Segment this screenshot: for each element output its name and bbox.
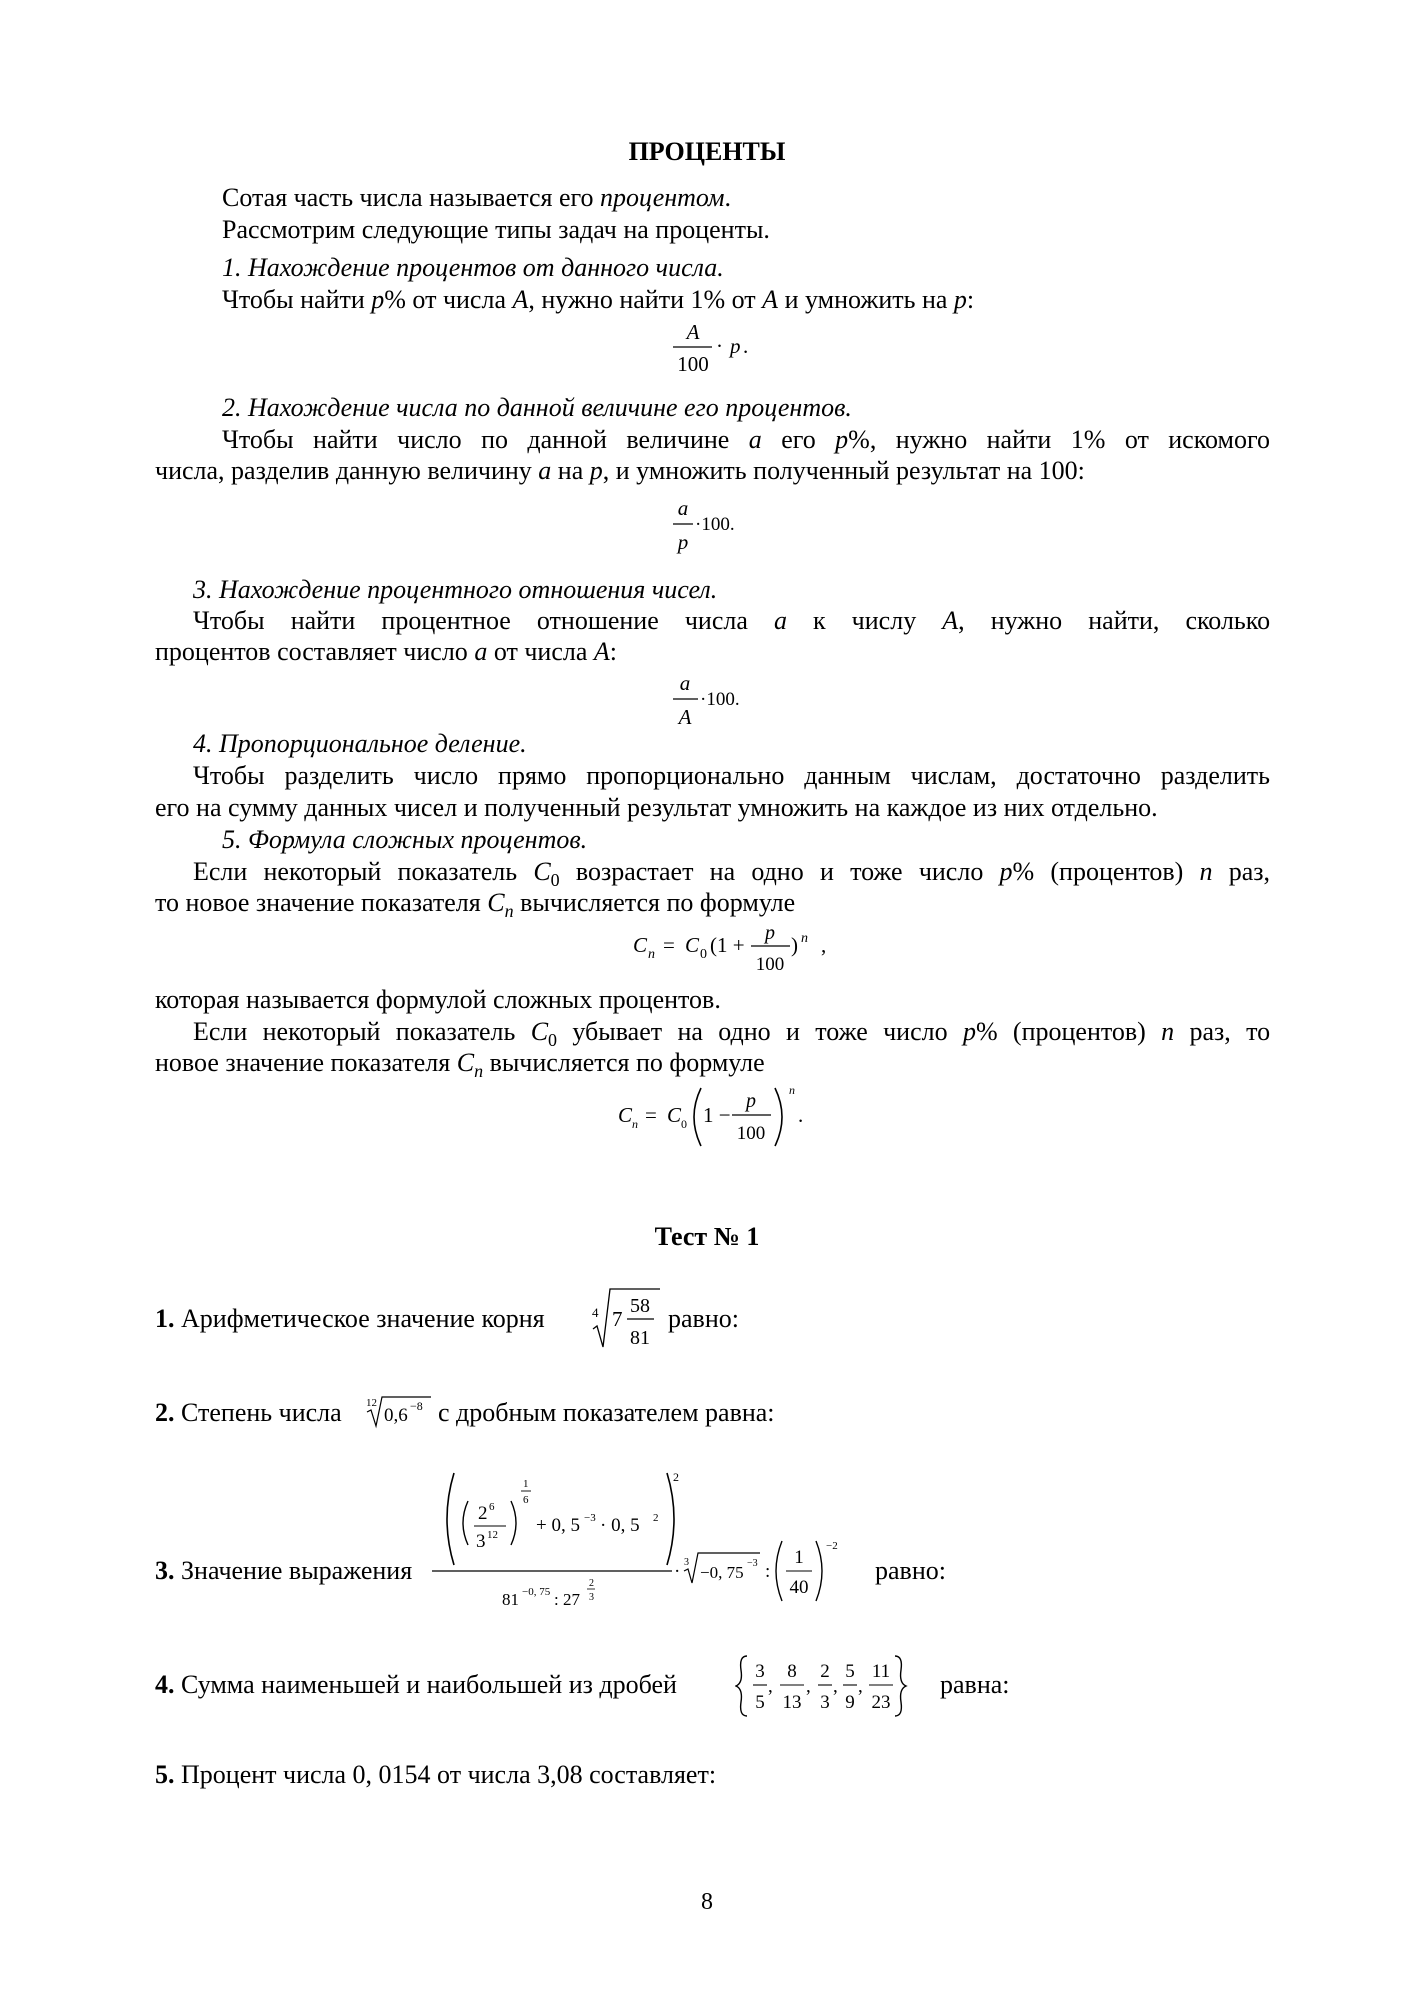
svg-text:3: 3: [755, 1661, 765, 1682]
formula-num: A: [686, 320, 700, 344]
svg-text:2: 2: [478, 1503, 488, 1524]
section-5-increase-line-1: Если некоторый показатель $C_0$ возрастает на одно и тоже число p% (процентов) n раз,: [193, 857, 1271, 891]
q4-fraction-set: [735, 1650, 935, 1722]
left-paren: [694, 1088, 701, 1146]
section-3-heading: 3. Нахождение процентного отношения чисел.: [193, 575, 718, 604]
svg-text:n: n: [801, 931, 808, 946]
svg-text:12: 12: [366, 1397, 377, 1409]
svg-text:40: 40: [789, 1577, 809, 1598]
question-2-after: с дробным показателем равна:: [438, 1398, 775, 1427]
svg-text:−3: −3: [584, 1512, 596, 1524]
svg-text:C: C: [685, 933, 700, 957]
svg-text:6: 6: [523, 1494, 529, 1506]
q1-root-expression: [590, 1285, 670, 1357]
svg-text::: :: [765, 1561, 771, 1582]
test-title: Тест № 1: [654, 1222, 760, 1251]
section-5-heading: 5. Формула сложных процентов.: [222, 825, 588, 854]
svg-text:.: .: [798, 1103, 804, 1127]
svg-text:−2: −2: [826, 1540, 838, 1552]
svg-text:n: n: [789, 1083, 795, 1097]
svg-text:·100.: ·100.: [700, 689, 740, 710]
svg-text:2: 2: [673, 1470, 679, 1484]
question-5: 5. Процент числа 0, 0154 от числа 3,08 составляет:: [155, 1760, 717, 1789]
svg-text:n: n: [632, 1117, 638, 1131]
svg-text:=: =: [645, 1103, 657, 1127]
question-4: 4. Сумма наименьшей и наибольшей из дробей: [155, 1670, 677, 1699]
svg-text:,: ,: [821, 933, 827, 957]
svg-text:13: 13: [782, 1692, 802, 1713]
section-5-decrease-line-2: новое значение показателя $C_n$ вычисляется по формуле: [155, 1048, 765, 1082]
svg-text:23: 23: [871, 1692, 891, 1713]
svg-text:·: ·: [716, 334, 723, 358]
q2-root-expression: [365, 1392, 435, 1432]
section-2-line-1: Чтобы найти число по данной величине a его p%, нужно найти 1% от искомого: [222, 425, 1271, 454]
svg-text:): ): [791, 933, 798, 957]
svg-text:,: ,: [768, 1676, 773, 1697]
section-5-increase-line-2: то новое значение показателя $C_n$ вычисляется по формуле: [155, 888, 796, 922]
section-3-line-1: Чтобы найти процентное отношение числа a к числу A, нужно найти, сколько: [193, 606, 1271, 635]
formula-percent-ratio: [665, 668, 775, 734]
svg-text:−0, 75: −0, 75: [700, 1563, 744, 1582]
question-2: 2. Степень числа: [155, 1398, 342, 1427]
section-4-line-1: Чтобы разделить число прямо пропорционально данным числам, достаточно разделить: [193, 761, 1270, 790]
svg-text:12: 12: [487, 1529, 498, 1541]
svg-text:81: 81: [630, 1327, 650, 1349]
svg-text:1: 1: [523, 1478, 529, 1490]
svg-text:3: 3: [589, 1592, 594, 1603]
svg-text:81: 81: [502, 1590, 519, 1609]
section-1-rule: Чтобы найти p% от числа A, нужно найти 1% от A и умножить на p:: [222, 285, 975, 314]
svg-text:4: 4: [592, 1305, 599, 1320]
svg-text:C: C: [667, 1103, 682, 1127]
svg-text:3: 3: [476, 1531, 486, 1552]
definition-term: процентом: [600, 183, 725, 212]
svg-text:100: 100: [755, 954, 785, 975]
svg-text:1 −: 1 −: [703, 1103, 731, 1127]
svg-text:7: 7: [612, 1307, 623, 1331]
svg-text:2: 2: [589, 1578, 594, 1589]
right-brace: [895, 1656, 906, 1716]
svg-text:p: p: [746, 1090, 756, 1112]
svg-text:,: ,: [833, 1676, 838, 1697]
section-1-heading: 1. Нахождение процентов от данного числа.: [222, 253, 724, 282]
svg-text:100: 100: [736, 1123, 766, 1144]
svg-text:.: .: [743, 334, 749, 358]
svg-text:8: 8: [787, 1661, 797, 1682]
svg-text:0,6: 0,6: [384, 1405, 408, 1426]
section-4-line-2: его на сумму данных чисел и полученный результат умножить на каждое из них отдельно.: [155, 793, 1158, 822]
svg-text:=: =: [663, 933, 675, 957]
formula-number-by-percent: [665, 493, 775, 559]
svg-text:n: n: [648, 947, 655, 962]
svg-text:A: A: [678, 705, 692, 729]
svg-text:3: 3: [684, 1557, 689, 1568]
question-3-after: равно:: [875, 1556, 946, 1585]
section-5-decrease-line-1: Если некоторый показатель $C_0$ убывает на одно и тоже число p% (процентов) n раз, то: [193, 1017, 1271, 1051]
page-title: ПРОЦЕНТЫ: [628, 137, 786, 166]
svg-text:1: 1: [794, 1547, 804, 1568]
definition-text: Сотая часть числа называется его: [222, 183, 601, 212]
section-2-heading: 2. Нахождение числа по данной величине его процентов.: [222, 393, 852, 422]
svg-text:,: ,: [806, 1676, 811, 1697]
section-2-line-2: числа, разделив данную величину a на p, и умножить полученный результат на 100:: [155, 456, 1085, 485]
svg-text:5: 5: [845, 1661, 855, 1682]
svg-text:p: p: [730, 334, 741, 358]
svg-text:6: 6: [489, 1501, 495, 1513]
svg-text:·: ·: [674, 1561, 681, 1582]
svg-text:−0, 75: −0, 75: [522, 1586, 551, 1598]
svg-text:a: a: [679, 671, 691, 695]
section-5-called: которая называется формулой сложных процентов.: [155, 985, 721, 1014]
svg-text:a: a: [677, 496, 689, 520]
formula-compound-decrease: [615, 1080, 835, 1154]
svg-text:−3: −3: [747, 1558, 758, 1569]
formula-percent-of-number: [660, 315, 780, 379]
svg-text:· 0, 5: · 0, 5: [600, 1515, 640, 1536]
formula-compound-increase: [630, 918, 850, 980]
svg-text:2: 2: [820, 1661, 830, 1682]
svg-text:: 27: : 27: [554, 1590, 580, 1609]
question-3: 3. Значение выражения: [155, 1556, 413, 1585]
svg-text:+ 0, 5: + 0, 5: [536, 1515, 580, 1536]
section-4-heading: 4. Пропорциональное деление.: [193, 729, 527, 758]
svg-text:9: 9: [845, 1692, 855, 1713]
page-number: 8: [701, 1889, 713, 1915]
svg-text:C: C: [633, 933, 648, 957]
svg-text:(1 +: (1 +: [710, 933, 745, 957]
svg-text:p: p: [677, 530, 689, 554]
definition-line: Сотая часть числа называется его процентом.: [222, 183, 732, 212]
types-line: Рассмотрим следующие типы задач на проценты.: [222, 215, 770, 244]
svg-text:0: 0: [700, 947, 707, 962]
svg-text:p: p: [765, 922, 775, 944]
svg-text:3: 3: [820, 1692, 830, 1713]
q3-expression: [432, 1465, 872, 1625]
svg-text:−8: −8: [410, 1399, 423, 1413]
svg-text:,: ,: [858, 1676, 863, 1697]
svg-text:2: 2: [653, 1512, 659, 1524]
svg-text:11: 11: [871, 1661, 891, 1682]
svg-text:C: C: [618, 1103, 633, 1127]
right-paren: [775, 1088, 782, 1146]
formula-den: 100: [677, 352, 709, 376]
question-4-after: равна:: [940, 1670, 1010, 1699]
svg-text:58: 58: [630, 1295, 650, 1317]
left-brace: [736, 1656, 747, 1716]
question-1-after: равно:: [668, 1304, 739, 1333]
svg-text:·100.: ·100.: [695, 514, 735, 535]
question-1: 1. Арифметическое значение корня: [155, 1304, 545, 1333]
section-3-line-2: процентов составляет число a от числа A:: [155, 637, 618, 666]
svg-text:5: 5: [755, 1692, 765, 1713]
svg-text:0: 0: [681, 1117, 687, 1131]
